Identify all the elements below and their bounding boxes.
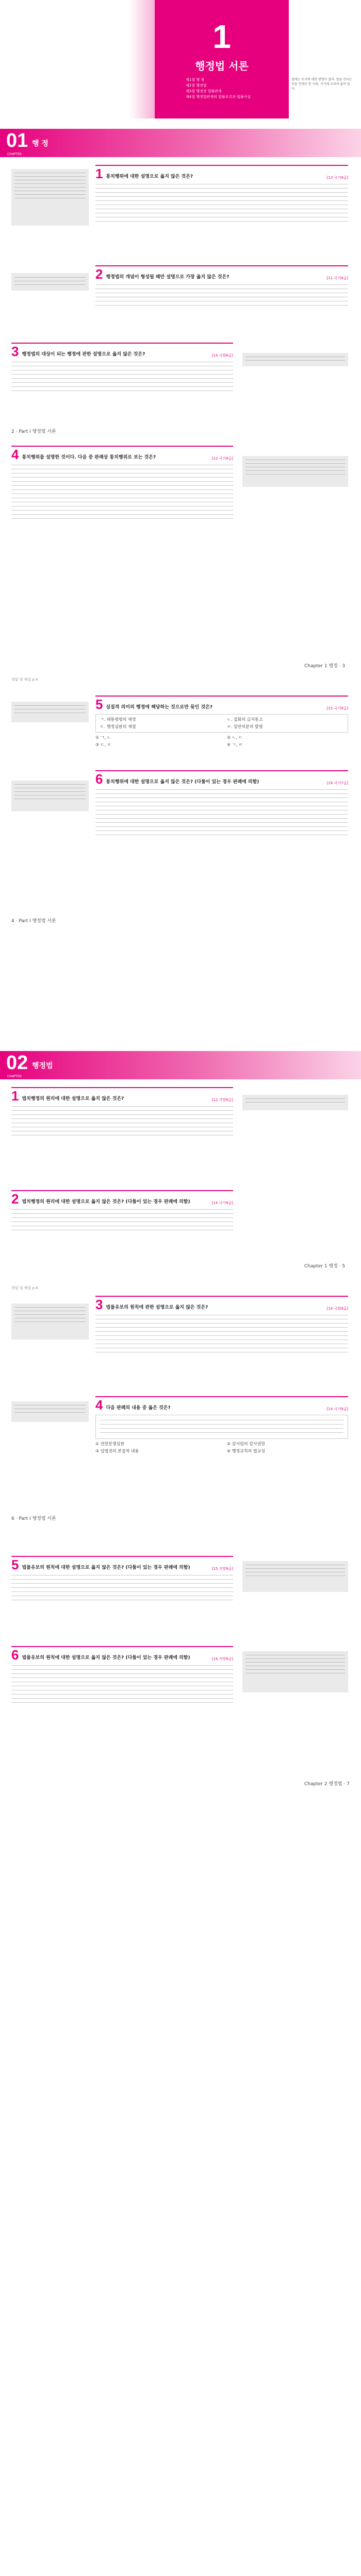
question-block (95, 165, 348, 225)
question-number: 4 (95, 1397, 103, 1413)
option: ㄴ. 집회의 금지통고 (227, 717, 263, 722)
toc-item: 제2절 행정법 (186, 83, 207, 88)
question-text: 다음 판례의 내용 중 옳은 것은? (106, 1405, 171, 1411)
question-text: 법치행정의 원리에 대한 설명으로 옳지 않은 것은? (22, 1096, 124, 1101)
divider (11, 1087, 233, 1088)
intro-quote: 법에는 무지에 대한 변명이 없다. 법을 안다는 것을 전제로 한 사회, 거기에 우리의 삶이 있다. (291, 78, 352, 91)
divider (95, 1296, 348, 1297)
question-year: [12 지방9급] (211, 1098, 233, 1102)
question-number: 6 (11, 1647, 19, 1663)
side-note (11, 702, 89, 722)
section-number: 01 (6, 130, 28, 151)
question-text: 법률유보의 원칙에 관한 설명으로 옳지 않은 것은? (106, 1305, 208, 1310)
section-title: 행정법 (32, 1062, 53, 1070)
chapter-title: 행정법 서론 (195, 60, 249, 72)
question-number: 4 (11, 447, 19, 462)
question-year: [16 국가7급] (326, 781, 348, 785)
question-number: 1 (11, 1088, 19, 1104)
answer-option[interactable]: ② 감사원의 감사권한 (227, 1442, 266, 1446)
question-year: [14 국가9급] (211, 1201, 233, 1205)
question-block (11, 1556, 233, 1604)
question-year: [15 국가9급] (326, 706, 348, 710)
answer-option[interactable]: ① ㄱ, ㄴ (95, 735, 111, 740)
toc-item: 제3절 행정상 법률관계 (186, 89, 222, 93)
side-note (242, 353, 348, 366)
question-text: 행정법의 대상이 되는 행정에 관한 설명으로 옳지 않은 것은? (22, 352, 145, 357)
answer-option[interactable]: ③ ㄷ, ㄹ (95, 742, 111, 747)
section-banner (0, 129, 361, 157)
option: ㄹ. 일반처분의 발령 (227, 724, 263, 729)
page-footer: Chapter 1 행정 · 5 (304, 1264, 346, 1269)
options-grid (95, 714, 348, 733)
divider (11, 343, 233, 344)
question-text: 행정법의 개념이 형성될 때만 설명으로 가장 옳지 않은 것은? (106, 275, 229, 280)
answer-tag: 정답 및 해설 p.4 (11, 677, 38, 682)
question-number: 6 (95, 771, 103, 787)
divider (95, 1396, 348, 1397)
question-year: [13 국가9급] (326, 176, 348, 180)
section-label: CHAPTER (7, 152, 22, 156)
question-year: [14 국회8급] (211, 353, 233, 358)
spread-5 (0, 1551, 361, 1793)
question-block (11, 343, 233, 395)
question-text: 통치행위를 설명한 것이다. 다음 중 판례상 통치행위로 보는 것은? (22, 455, 156, 460)
side-note (11, 1401, 89, 1422)
question-number: 3 (11, 344, 19, 359)
chapter-toc (186, 77, 284, 100)
chapter-opener (0, 0, 361, 118)
divider (95, 696, 348, 697)
question-year: [15 지방9급] (211, 1567, 233, 1571)
question-year: [14 국가9급] (326, 1407, 348, 1411)
question-year: [11 국가9급] (326, 276, 348, 280)
answer-option[interactable]: ① 권한분쟁심판 (95, 1442, 125, 1446)
question-block (11, 446, 233, 522)
page-footer: 2 · Part I 행정법 서론 (11, 429, 56, 434)
question-block (95, 1296, 348, 1356)
divider (11, 1646, 233, 1647)
side-note (242, 1651, 348, 1692)
side-note (11, 273, 89, 291)
side-note (11, 1303, 89, 1340)
page-footer: Chapter 1 행정 · 3 (304, 664, 346, 669)
answer-option[interactable]: ③ 입법권의 본질적 내용 (95, 1449, 139, 1453)
divider (95, 770, 348, 771)
toc-item: 제4절 행정법관계의 법률요건과 법률사실 (186, 95, 251, 99)
question-block (95, 1396, 348, 1454)
side-note (242, 1561, 348, 1592)
side-note (242, 1095, 348, 1110)
answer-option[interactable]: ④ ㄱ, ㄹ (227, 742, 243, 747)
divider (95, 265, 348, 266)
question-year: [12 국가9급] (211, 456, 233, 461)
question-text: 통치행위에 대한 설명으로 옳지 않은 것은? (106, 174, 193, 179)
spread-4 (0, 1036, 361, 1551)
spread-3 (0, 675, 361, 1036)
question-text: 통치행위에 대한 설명으로 옳지 않은 것은? (다툼이 있는 경우 판례에 의함) (106, 779, 259, 785)
side-note (242, 456, 348, 487)
spread-2 (0, 435, 361, 675)
page-footer: 4 · Part I 행정법 서론 (11, 919, 56, 924)
question-block (95, 696, 348, 748)
question-number: 2 (95, 266, 103, 282)
question-text: 법치행정의 원리에 대한 설명으로 옳지 않은 것은? (다툼이 있는 경우 판례에 의함) (22, 1199, 190, 1205)
question-block (11, 1087, 233, 1139)
answer-tag: 정답 및 해설 p.4 (11, 1286, 38, 1290)
question-number: 5 (95, 697, 103, 712)
side-note (11, 781, 89, 811)
question-block (11, 1190, 233, 1234)
question-number: 5 (11, 1557, 19, 1572)
question-text: 실질적 의미의 행정에 해당하는 것으로만 묶인 것은? (106, 705, 213, 710)
section-number: 02 (6, 1052, 28, 1074)
divider (11, 1556, 233, 1557)
page-footer: 6 · Part I 행정법 서론 (11, 1516, 56, 1521)
question-number: 1 (95, 166, 103, 181)
page-footer: Chapter 2 행정법 · 7 (304, 1782, 350, 1787)
divider (11, 1190, 233, 1191)
question-year: [14 국회9급] (326, 1307, 348, 1311)
question-text: 법률유보의 원칙에 대한 설명으로 옳지 않은 것은? (다툼이 있는 경우 판례에 의함) (22, 1655, 190, 1660)
question-block (95, 265, 348, 309)
chapter-banner-left-fade (129, 0, 155, 118)
question-number: 2 (11, 1191, 19, 1207)
question-year: [16 지방9급] (211, 1657, 233, 1661)
section-label: CHAPTER (7, 1075, 22, 1078)
divider (95, 165, 348, 166)
divider (11, 446, 233, 447)
question-text: 법률유보의 원칙에 대한 설명으로 옳지 않은 것은? (다툼이 있는 경우 판례에 의함) (22, 1565, 190, 1570)
passage-box (95, 1415, 348, 1439)
question-block (11, 1646, 233, 1706)
spread-1 (0, 118, 361, 435)
option: ㄷ. 행정심판의 재결 (100, 724, 136, 729)
side-note (11, 169, 89, 226)
option: ㄱ. 대통령령의 제정 (100, 717, 136, 722)
question-block (95, 770, 348, 839)
section-banner (0, 1051, 361, 1079)
answer-option[interactable]: ④ 행정규칙의 법규성 (227, 1449, 266, 1453)
toc-item: 제1절 행 정 (186, 78, 204, 82)
section-title: 행 정 (32, 140, 48, 148)
question-number: 3 (95, 1297, 103, 1312)
answer-option[interactable]: ② ㄴ, ㄷ (227, 735, 243, 740)
chapter-number: 1 (212, 18, 231, 55)
